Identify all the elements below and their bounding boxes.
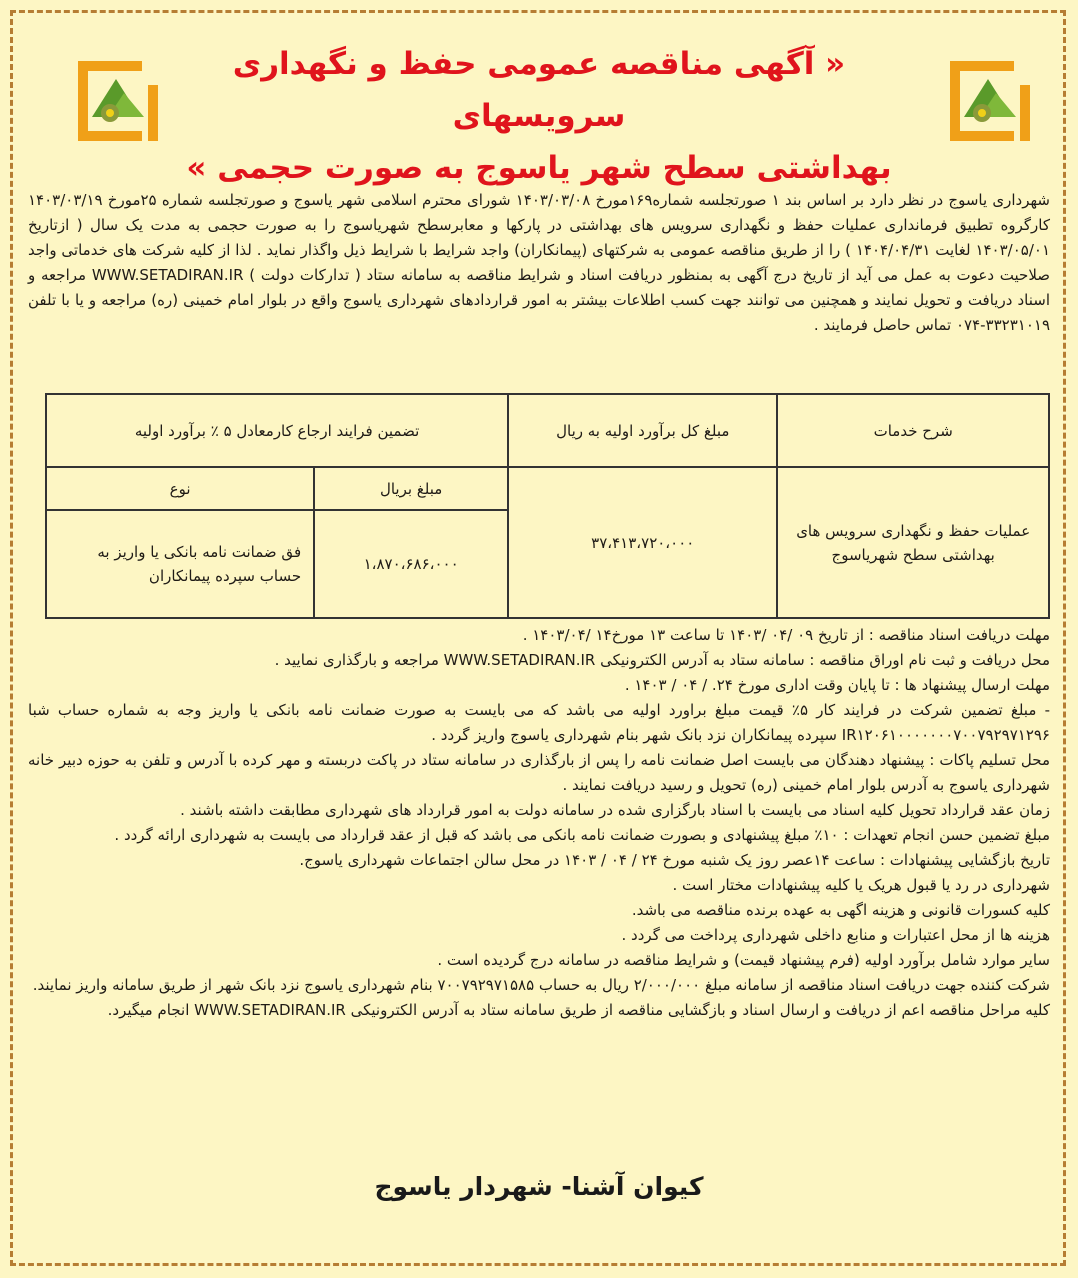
page-title [170,38,908,194]
cell-amount: ۱،۸۷۰،۶۸۶،۰۰۰ [314,510,508,618]
detail-item: زمان عقد قرارداد تحویل کلیه اسناد می بایست با اسناد بارگزاری شده در سامانه دولت به امور قرارداد های شهرداری مطابقت داشته باشند . [180,801,1050,819]
municipality-logo-icon [944,55,1036,147]
detail-item: شرکت کننده جهت دریافت اسناد مناقصه از سامانه مبلغ ۲/۰۰۰/۰۰۰ ریال به حساب ۷۰۰۷۹۲۹۷۱۵۸۵ بنام شهرداری یاسوج نزد بانک شهر از طریق سامانه واریز نمایند. [32,976,1050,994]
detail-item: هزینه ها از محل اعتبارات و منابع داخلی شهرداری پرداخت می گردد . [621,926,1050,944]
intro-paragraph: شهرداری یاسوج در نظر دارد بر اساس بند ۱ صورتجلسه شماره۱۶۹مورخ ۱۴۰۳/۰۳/۰۸ شورای محترم اسلامی شهر یاسوج و صورتجلسه شماره ۲۵مورخ ۱۴۰۳/۰۳/۱۹ کارگروه تطبیق فرمانداری عملیات حفظ و نگهداری سرویس های بهداشتی در پارکها و معابرسطح شهریاسوج را به صورت حجمی به مدت یک سال ( ازتاریخ ۱۴۰۳/۰۵/۰۱ لغایت ۱۴۰۴/۰۴/۳۱ ) را از طریق مناقصه عمومی به شرکتهای (پیمانکاران) واجد شرایط با شرایط ذیل واگذار نماید . لذا از کلیه شرکت های خدماتی واجد صلاحیت دعوت به عمل می آید از تاریخ درج آگهی به بمنظور دریافت اسناد و شرایط مناقصه به سامانه ستاد ( تدارکات دولت ) WWW.SETADIRAN.IR مراجعه و اسناد دریافت و تحویل نمایند و همچنین می توانند جهت کسب اطلاعات بیشتر به امور قراردادهای شهرداری یاسوج واقع در بلوار امام خمینی (ره) مراجعه و یا با تلفن ۳۳۲۳۱۰۱۹-۰۷۴ تماس حاصل فرمایند . [28,191,1051,334]
title-line-1: « آگهی مناقصه عمومی حفظ و نگهداری سرویسهای [232,46,846,134]
detail-item: محل تسلیم پاکات : پیشنهاد دهندگان می بایست اصل ضمانت نامه را پس از بارگذاری در سامانه ستاد در پاکت دربسته و مهر کرده با آدرس و تلفن به حوزه دبیر خانه شهرداری یاسوج به آدرس بلوار امام خمینی (ره) تحویل و رسید دریافت نمایند . [28,751,1050,794]
cell-type: فق ضمانت نامه بانکی یا واریز به حساب سپرده پیمانکاران [46,510,314,618]
detail-item: تاریخ بازگشایی پیشنهادات : ساعت ۱۴عصر روز یک شنبه مورخ ۲۴ / ۰۴ / ۱۴۰۳ در محل سالن اجتماعات شهرداری یاسوج. [299,851,1050,869]
detail-item: مهلت ارسال پیشنهاد ها : تا پایان وقت اداری مورخ ۲۴. / ۰۴ / ۱۴۰۳ . [624,676,1050,694]
cell-estimate: ۳۷،۴۱۳،۷۲۰،۰۰۰ [508,467,777,618]
detail-item: محل دریافت و ثبت نام اوراق مناقصه : سامانه ستاد به آدرس الکترونیکی WWW.SETADIRAN.IR مراجعه و بارگذاری نمایید . [274,651,1050,669]
detail-item: مبلغ تضمین حسن انجام تعهدات : ۱۰٪ مبلغ پیشنهادی و بصورت ضمانت نامه بانکی می باشد که قبل از عقد قرارداد می بایست به شهرداری ارائه گردد . [114,826,1050,844]
header-estimate: مبلغ کل برآورد اولیه به ریال [508,394,777,467]
detail-item: سایر موارد شامل برآورد اولیه (فرم پیشنهاد قیمت) و شرایط مناقصه در سامانه درج گردیده است . [437,951,1050,969]
detail-item: - مبلغ تضمین شرکت در فرایند کار ۵٪ قیمت مبلغ براورد اولیه می باشد که می بایست به صورت ضمانت نامه بانکی یا واریز وجه به شماره حساب شبا IR۱۲۰۶۱۰۰۰۰۰۰۰۷۰۰۷۹۲۹۷۱۲۹۶ سپرده پیمانکاران نزد بانک شهر بنام شهرداری یاسوج واریز گردد . [28,701,1050,744]
header-service: شرح خدمات [777,394,1049,467]
municipality-logo-icon [72,55,164,147]
detail-item: کلیه کسورات قانونی و هزینه اگهی به عهده برنده مناقصه می باشد. [631,901,1050,919]
tender-details [28,623,1050,1023]
tender-table [45,393,1050,619]
header-amount: مبلغ بریال [314,467,508,510]
detail-item: کلیه مراحل مناقصه اعم از دریافت و ارسال اسناد و بازگشایی مناقصه از طریق سامانه ستاد به آدرس الکترونیکی WWW.SETADIRAN.IR انجام میگیرد. [107,1001,1050,1019]
detail-item: مهلت دریافت اسناد مناقصه : از تاریخ ۰۹ /۰۴ /۱۴۰۳ تا ساعت ۱۳ مورخ۱۴ /۱۴۰۳/۰۴ . [522,626,1050,644]
title-line-2: بهداشتی سطح شهر یاسوج به صورت حجمی » [186,150,892,186]
cell-service: عملیات حفظ و نگهداری سرویس های بهداشتی سطح شهریاسوج [777,467,1049,618]
header-type: نوع [46,467,314,510]
mayor-signature: کیوان آشنا- شهردار یاسوج [374,1172,704,1201]
header-guarantee: تضمین فرایند ارجاع کارمعادل ۵ ٪ برآورد اولیه [46,394,508,467]
detail-item: شهرداری در رد یا قبول هریک یا کلیه پیشنهادات مختار است . [672,876,1050,894]
